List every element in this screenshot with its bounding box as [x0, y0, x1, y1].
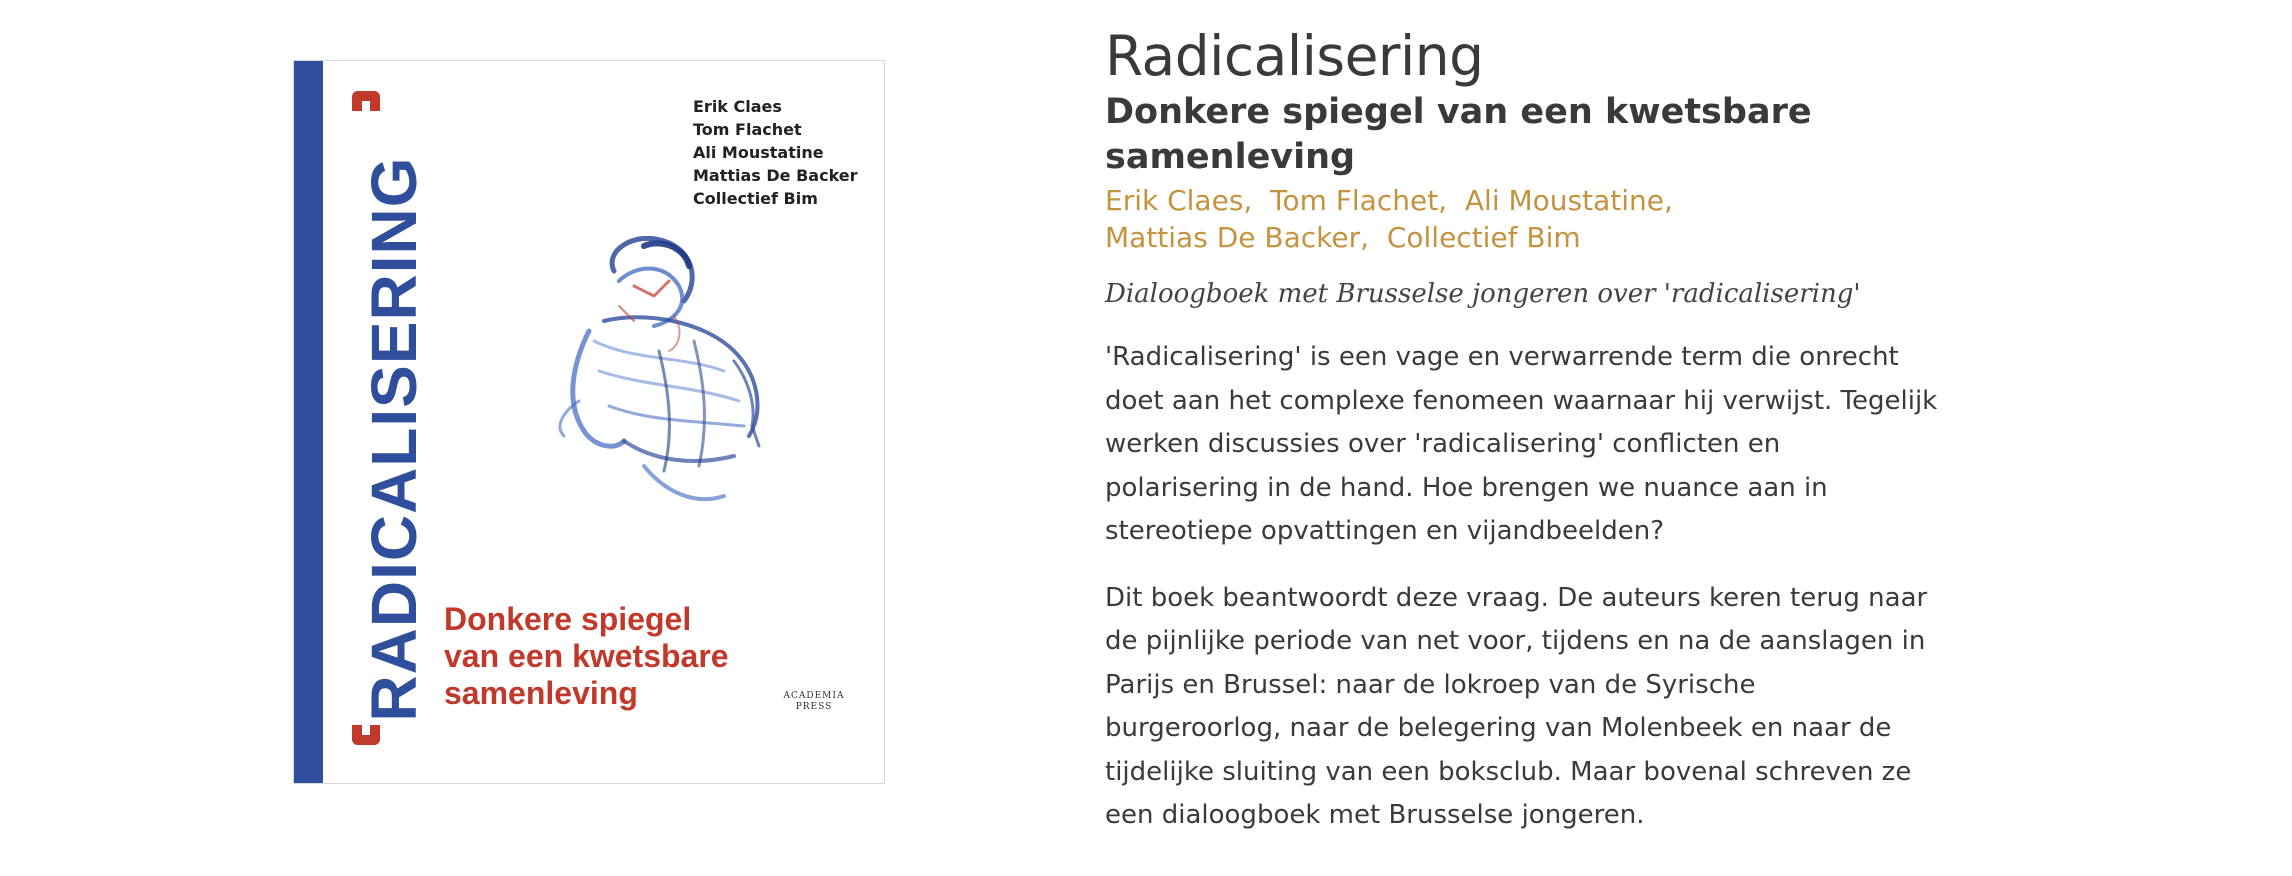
author-link[interactable]: Collectief Bim — [1386, 221, 1581, 254]
description-line: tijdelijke sluiting van een boksclub. Maar bovenal schreven ze — [1105, 756, 1912, 787]
book-title: Radicalisering — [1105, 24, 1484, 88]
description-paragraph — [1105, 336, 1975, 554]
cover-bracket-bottom — [352, 725, 380, 745]
cover-subtitle-line: van een kwetsbare — [444, 638, 729, 674]
description-line: burgeroorlog, naar de belegering van Molenbeek en naar de — [1105, 713, 1892, 743]
description-line: Dit boek beantwoordt deze vraag. De auteurs keren terug naar — [1105, 582, 1928, 613]
publisher-logo-line: ACADEMIA — [783, 691, 845, 701]
cover-author-list — [693, 95, 858, 210]
description-line: stereotiepe opvattingen en vijandbeelden? — [1105, 516, 1664, 546]
author-list — [1105, 182, 1745, 256]
description-line: Parijs en Brussel: naar de lokroep van de Syrische — [1105, 669, 1756, 700]
author-link[interactable]: Mattias De Backer, — [1105, 221, 1370, 254]
description-line: polarisering in de hand. Hoe brengen we nuance aan in — [1105, 472, 1828, 503]
book-details — [1105, 22, 1975, 838]
cover-author: Collectief Bim — [693, 189, 818, 208]
description-line: werken discussies over 'radicalisering' conflicten en — [1105, 429, 1781, 459]
hooded-figure-sketch-icon — [494, 211, 794, 541]
book-cover-image[interactable] — [293, 60, 885, 784]
publisher-logo — [774, 691, 854, 713]
cover-author: Mattias De Backer — [693, 166, 858, 185]
description-line: een dialoogboek met Brusselse jongeren. — [1105, 800, 1645, 830]
cover-vertical-title: RADICALISERING — [358, 156, 430, 722]
author-link[interactable]: Tom Flachet, — [1270, 184, 1448, 217]
author-link[interactable]: Erik Claes, — [1105, 184, 1253, 217]
description-line: de pijnlijke periode van net voor, tijdens en na de aanslagen in — [1105, 626, 1926, 656]
description-line: 'Radicalisering' is een vage en verwarrende term die onrecht — [1105, 342, 1899, 372]
author-link[interactable]: Ali Moustatine, — [1464, 184, 1673, 217]
cover-subtitle-line: Donkere spiegel — [444, 601, 692, 637]
cover-blue-stripe — [294, 61, 323, 783]
cover-author: Erik Claes — [693, 97, 782, 116]
book-tagline: Dialoogboek met Brusselse jongeren over 'radicalisering' — [1105, 279, 1861, 309]
cover-author: Tom Flachet — [693, 120, 802, 139]
description-line: doet aan het complexe fenomeen waarnaar hij verwijst. Tegelijk — [1105, 385, 1938, 416]
cover-bracket-top — [352, 91, 380, 111]
cover-subtitle — [444, 601, 729, 712]
description-paragraph — [1105, 577, 1975, 838]
publisher-logo-line: PRESS — [795, 702, 833, 712]
book-subtitle: Donkere spiegel van een kwetsbare samenleving — [1105, 92, 1812, 177]
cover-author: Ali Moustatine — [693, 143, 824, 162]
cover-subtitle-line: samenleving — [444, 675, 638, 711]
